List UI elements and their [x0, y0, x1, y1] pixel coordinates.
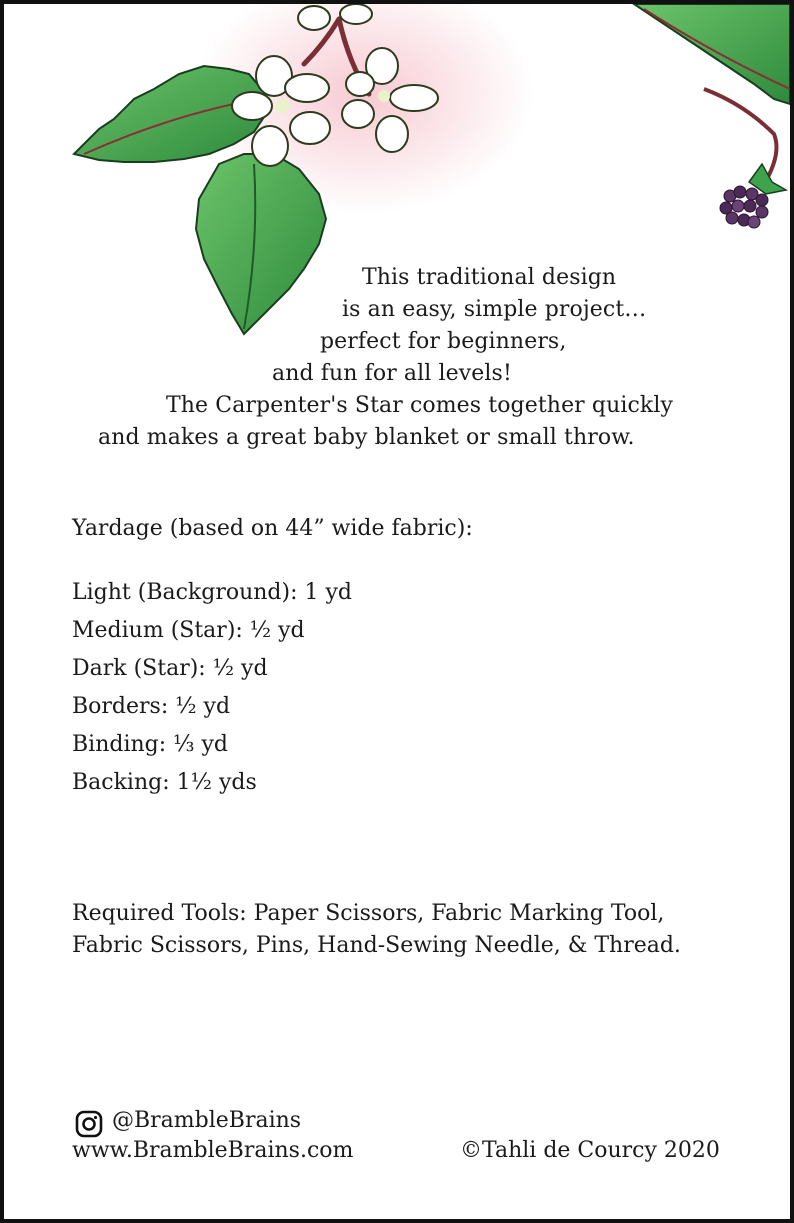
yardage-item: Borders: ½ yd	[72, 694, 231, 719]
copyright-notice: ©Tahli de Courcy 2020	[460, 1138, 720, 1163]
intro-line-4: and fun for all levels!	[272, 361, 512, 386]
required-tools-line-2: Fabric Scissors, Pins, Hand-Sewing Needle, & Thread.	[72, 933, 681, 958]
intro-line-3: perfect for beginners,	[320, 329, 567, 354]
instagram-icon[interactable]	[75, 1110, 103, 1138]
yardage-heading: Yardage (based on 44” wide fabric):	[72, 516, 473, 541]
intro-line-6: and makes a great baby blanket or small throw.	[98, 425, 635, 450]
yardage-item: Dark (Star): ½ yd	[72, 656, 268, 681]
intro-line-2: is an easy, simple project…	[342, 297, 647, 322]
yardage-item: Binding: ⅓ yd	[72, 732, 228, 757]
yardage-item: Backing: 1½ yds	[72, 770, 257, 795]
required-tools-line-1: Required Tools: Paper Scissors, Fabric Marking Tool,	[72, 901, 665, 926]
leaf-lower	[196, 154, 326, 334]
intro-line-1: This traditional design	[362, 265, 617, 290]
instagram-handle[interactable]: @BrambleBrains	[112, 1108, 302, 1133]
yardage-item: Medium (Star): ½ yd	[72, 618, 305, 643]
website-link[interactable]: www.BrambleBrains.com	[72, 1138, 354, 1163]
intro-line-5: The Carpenter's Star comes together quickly	[166, 393, 674, 418]
blackberry	[720, 186, 768, 228]
yardage-item: Light (Background): 1 yd	[72, 580, 353, 605]
required-tools	[72, 898, 681, 962]
leaf-top-right	[634, 4, 790, 104]
